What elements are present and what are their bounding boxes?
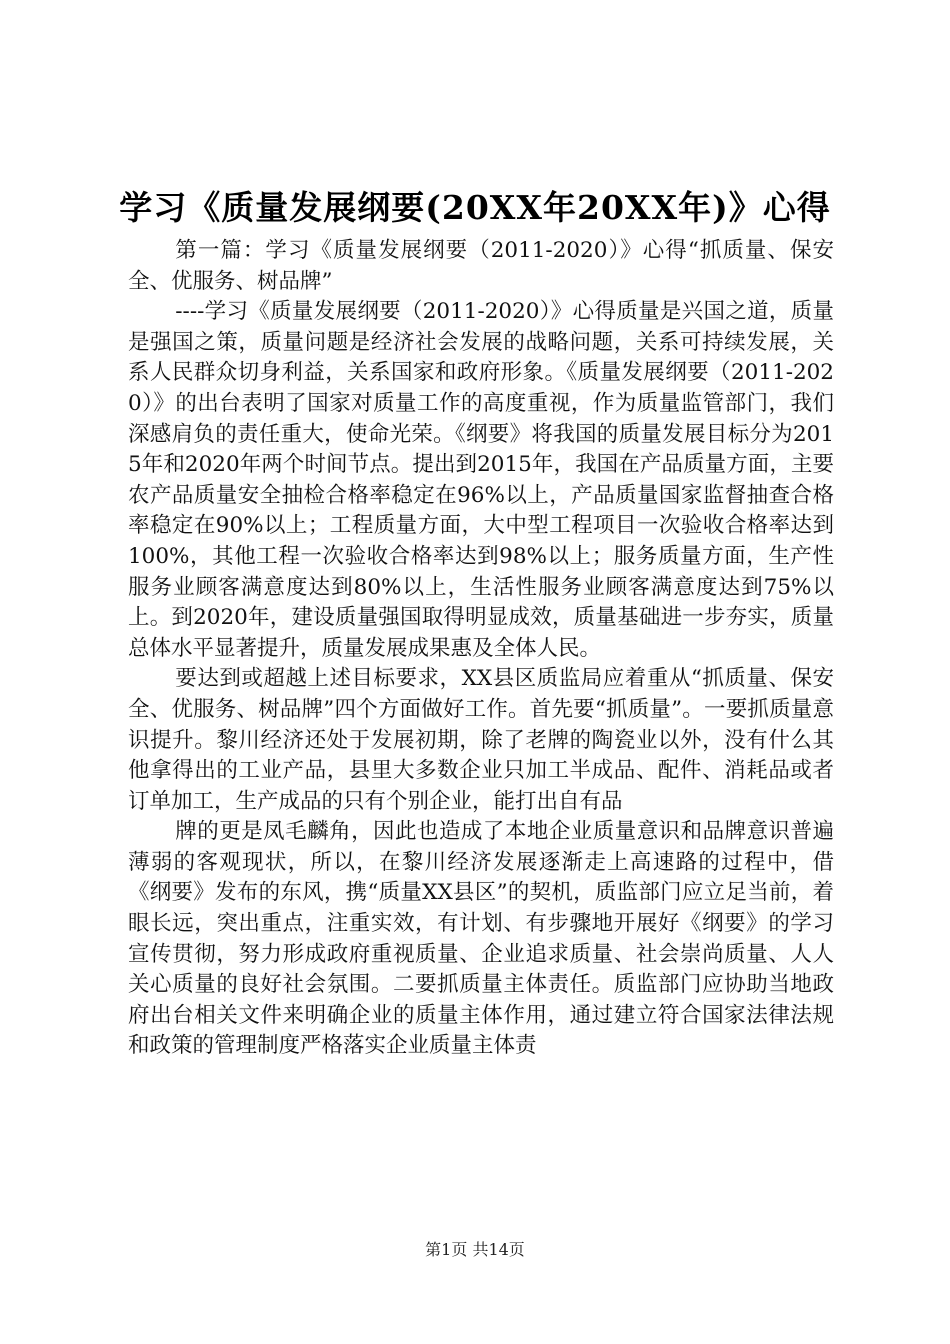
document-title: 学习《质量发展纲要(20XX年20XX年)》心得 (119, 188, 831, 227)
paragraph-1: 第一篇：学习《质量发展纲要（2011-2020）》心得“抓质量、保安全、优服务、树品牌” (128, 238, 834, 294)
page-footer: 第1页 共14页 (425, 1240, 525, 1259)
document-body (128, 236, 834, 1062)
paragraph-2: ----学习《质量发展纲要（2011-2020）》心得质量是兴国之道，质量是强国之策，质量问题是经济社会发展的战略问题，关系可持续发展，关系人民群众切身利益，关系国家和政府形象。《质量发展纲要（2011-2020）》的出台表明了国家对质量工作的高度重视，作为质量监管部门，我们深感肩负的责任重大，使命光荣。《纲要》将我国的质量发展目标分为2015年和2020年两个时间节点。提出到2015年，我国在产品质量方面，主要农产品质量安全抽检合格率稳定在96%以上，产品质量国家监督抽查合格率稳定在90%以上；工程质量方面，大中型工程项目一次验收合格率达到100%，其他工程一次验收合格率达到98%以上；服务质量方面，生产性服务业顾客满意度达到80%以上，生活性服务业顾客满意度达到75%以上。到2020年，建设质量强国取得明显成效，质量基础进一步夯实，质量总体水平显著提升，质量发展成果惠及全体人民。 (128, 299, 834, 661)
paragraph-4: 牌的更是凤毛麟角，因此也造成了本地企业质量意识和品牌意识普遍薄弱的客观现状，所以，在黎川经济发展逐渐走上高速路的过程中，借《纲要》发布的东风，携“质量XX县区”的契机，质监部门应立足当前，着眼长远，突出重点，注重实效，有计划、有步骤地开展好《纲要》的学习宣传贯彻，努力形成政府重视质量、企业追求质量、社会崇尚质量、人人关心质量的良好社会氛围。二要抓质量主体责任。质监部门应协助当地政府出台相关文件来明确企业的质量主体作用，通过建立符合国家法律法规和政策的管理制度严格落实企业质量主体责 (128, 819, 834, 1059)
paragraph-3: 要达到或超越上述目标要求，XX县区质监局应着重从“抓质量、保安全、优服务、树品牌”四个方面做好工作。首先要“抓质量”。一要抓质量意识提升。黎川经济还处于发展初期，除了老牌的陶瓷业以外，没有什么其他拿得出的工业产品，县里大多数企业只加工半成品、配件、消耗品或者订单加工，生产成品的只有个别企业，能打出自有品 (128, 666, 834, 814)
